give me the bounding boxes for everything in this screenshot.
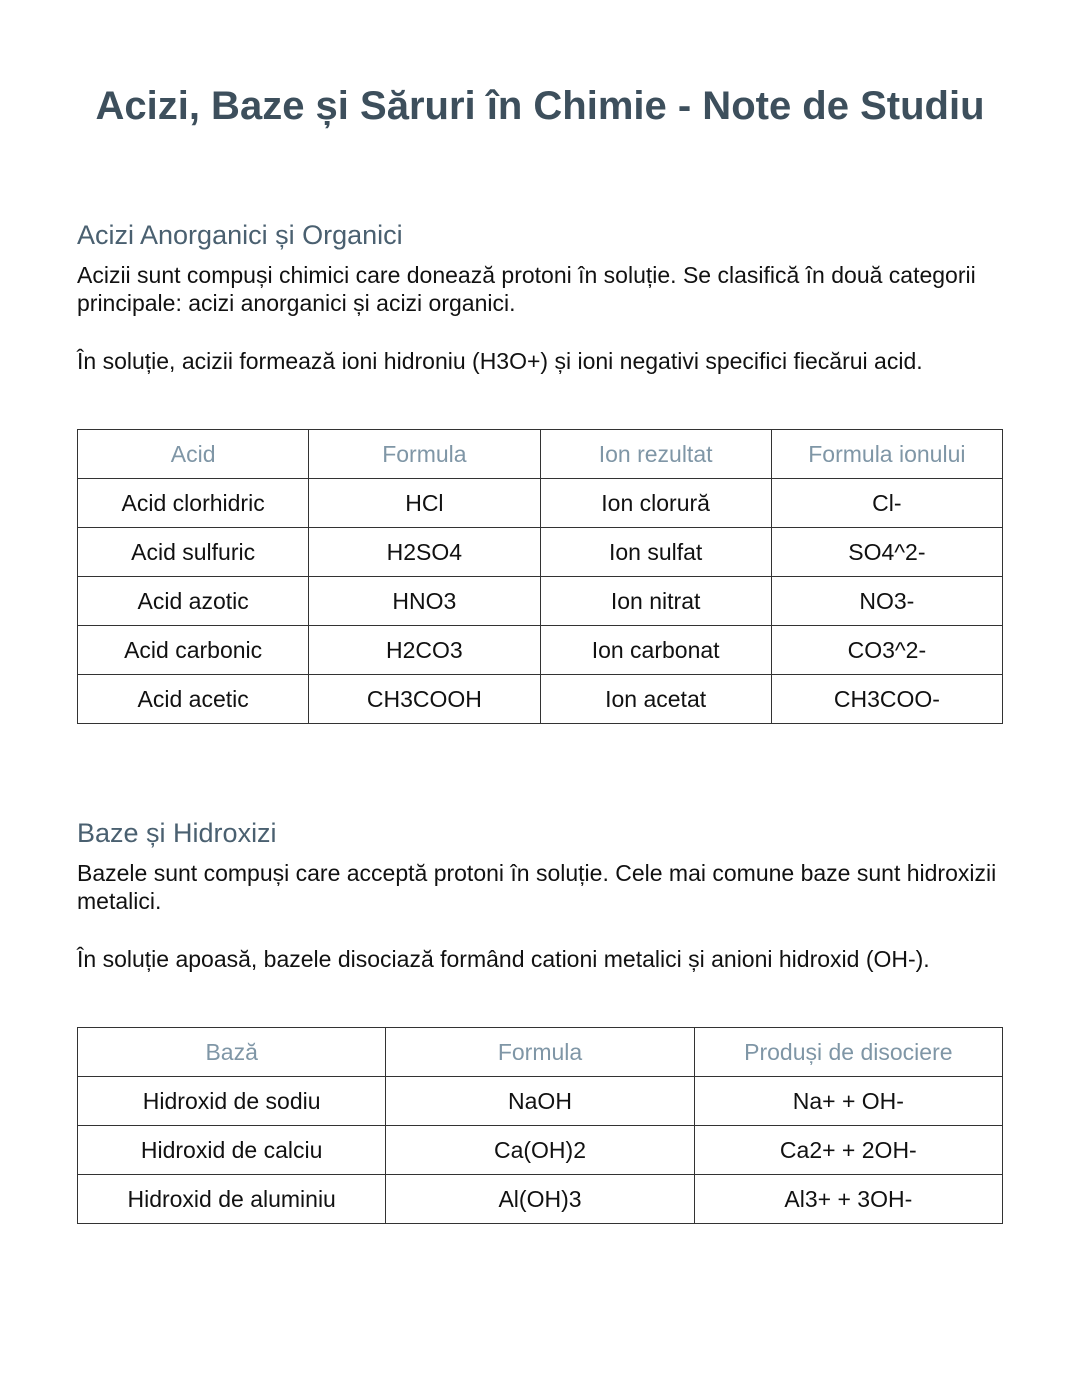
table-row <box>78 479 1003 528</box>
table-cell: Hidroxid de aluminiu <box>78 1175 386 1224</box>
table-cell: Ion acetat <box>540 675 771 724</box>
table-cell: SO4^2- <box>771 528 1002 577</box>
table-cell: Acid carbonic <box>78 626 309 675</box>
column-header-formula: Formula <box>386 1028 694 1077</box>
table-cell: Ion clorură <box>540 479 771 528</box>
table-cell: Acid acetic <box>78 675 309 724</box>
table-row <box>78 675 1003 724</box>
table-cell: Al(OH)3 <box>386 1175 694 1224</box>
bases-heading: Baze și Hidroxizi <box>77 818 277 848</box>
table-cell: Na+ + OH- <box>694 1077 1002 1126</box>
acids-paragraph-1: Acizii sunt compuși chimici care donează protoni în soluție. Se clasifică în două categorii principale: acizi anorganici și acizi organici. <box>77 262 976 316</box>
table-cell: HNO3 <box>309 577 540 626</box>
table-cell: Acid sulfuric <box>78 528 309 577</box>
table-cell: Ca(OH)2 <box>386 1126 694 1175</box>
table-cell: Ca2+ + 2OH- <box>694 1126 1002 1175</box>
table-cell: CO3^2- <box>771 626 1002 675</box>
table-row <box>78 528 1003 577</box>
bases-table <box>77 1027 1003 1224</box>
table-row <box>78 577 1003 626</box>
column-header-dissociation-products: Produși de disociere <box>694 1028 1002 1077</box>
table-cell: Ion carbonat <box>540 626 771 675</box>
column-header-base: Bază <box>78 1028 386 1077</box>
acids-paragraph-2: În soluție, acizii formează ioni hidroniu (H3O+) și ioni negativi specifici fiecărui acid. <box>77 348 923 374</box>
acids-heading: Acizi Anorganici și Organici <box>77 220 403 250</box>
table-row <box>78 626 1003 675</box>
bases-section <box>77 817 1003 973</box>
table-cell: Al3+ + 3OH- <box>694 1175 1002 1224</box>
table-cell: Acid clorhidric <box>78 479 309 528</box>
table-cell: CH3COO- <box>771 675 1002 724</box>
acids-table-header-row <box>78 430 1003 479</box>
column-header-resulting-ion: Ion rezultat <box>540 430 771 479</box>
table-cell: Hidroxid de calciu <box>78 1126 386 1175</box>
table-cell: Acid azotic <box>78 577 309 626</box>
column-header-formula: Formula <box>309 430 540 479</box>
table-row <box>78 1126 1003 1175</box>
column-header-ion-formula: Formula ionului <box>771 430 1002 479</box>
table-row <box>78 1175 1003 1224</box>
table-cell: H2SO4 <box>309 528 540 577</box>
acids-section <box>77 219 1003 375</box>
bases-table-header-row <box>78 1028 1003 1077</box>
table-cell: HCl <box>309 479 540 528</box>
bases-paragraph-2: În soluție apoasă, bazele disociază formând cationi metalici și anioni hidroxid (OH-). <box>77 946 930 972</box>
page-title: Acizi, Baze și Săruri în Chimie - Note de Studiu <box>95 84 985 128</box>
column-header-acid: Acid <box>78 430 309 479</box>
table-cell: H2CO3 <box>309 626 540 675</box>
table-cell: Hidroxid de sodiu <box>78 1077 386 1126</box>
table-cell: CH3COOH <box>309 675 540 724</box>
table-row <box>78 1077 1003 1126</box>
acids-table <box>77 429 1003 724</box>
table-cell: NO3- <box>771 577 1002 626</box>
table-cell: Cl- <box>771 479 1002 528</box>
table-cell: Ion sulfat <box>540 528 771 577</box>
table-cell: NaOH <box>386 1077 694 1126</box>
bases-paragraph-1: Bazele sunt compuși care acceptă protoni în soluție. Cele mai comune baze sunt hidroxizii metalici. <box>77 860 997 914</box>
table-cell: Ion nitrat <box>540 577 771 626</box>
